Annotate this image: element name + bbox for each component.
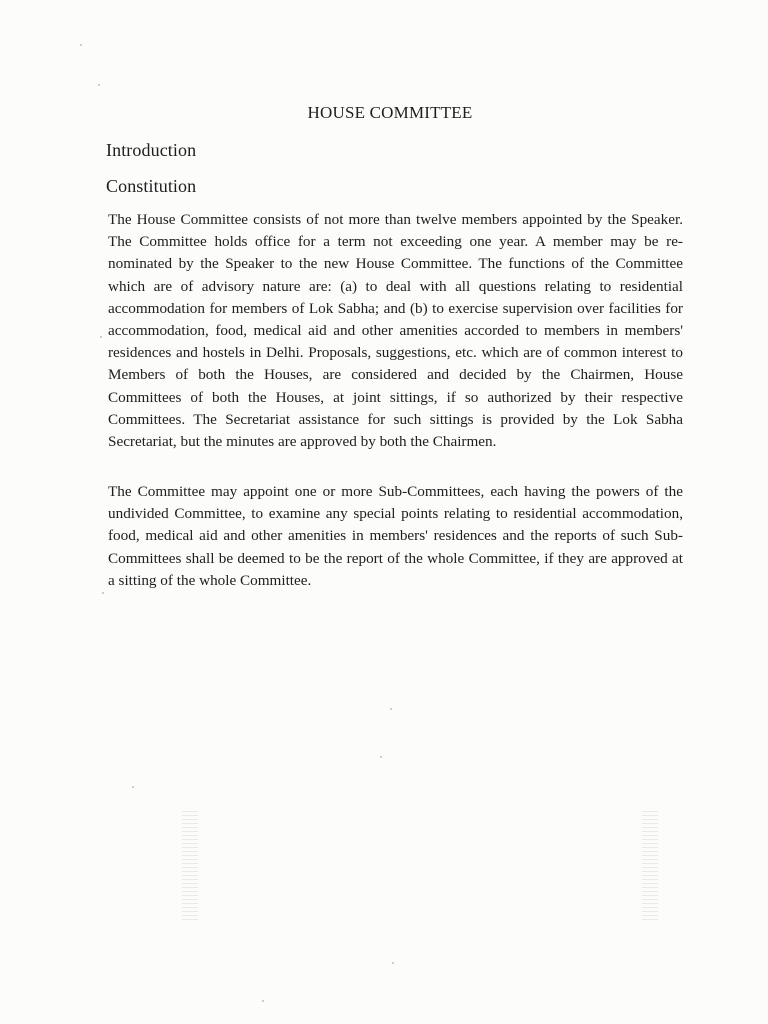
scan-speck [102, 592, 104, 594]
scan-speck [262, 1000, 264, 1002]
scan-speck [392, 962, 394, 964]
page-title: HOUSE COMMITTEE [307, 103, 473, 122]
paragraph-constitution: The House Committee consists of not more than twelve members appointed by the Speaker. The Committee holds office for a term not exceeding one year. A member may be re-nominated by the Speaker to the new House Committee. The functions of the Committee which are of advisory nature are: (a) to deal with all questions relating to residential accommodation for members of Lok Sabha; and (b) to exercise supervision over facilities for accommodation, food, medical aid and other amenities accorded to members in members' residences and hostels in Delhi. Proposals, suggestions, etc. which are of common interest to Members of both the Houses, are considered and decided by the Chairmen, House Committees of both the Houses, at joint sittings, if so authorized by their respective Committees. The Secretariat assistance for such sittings is provided by the Lok Sabha Secretariat, but the minutes are approved by both the Chairmen. [108, 211, 683, 451]
scan-speck [390, 708, 392, 710]
scan-speck [100, 336, 102, 338]
scan-smudge [182, 810, 198, 920]
scan-speck [132, 786, 134, 788]
section-heading-constitution: Constitution [106, 176, 197, 196]
paragraph-sub-committees: The Committee may appoint one or more Sub-Committees, each having the powers of the undivided Committee, to examine any special points relating to residential accommodation, food, medical aid and other amenities in members' residences and the reports of such Sub-Committees shall be deemed to be the report of the whole Committee, if they are approved at a sitting of the whole Committee. [108, 483, 683, 589]
scan-smudge [642, 810, 658, 920]
section-heading-introduction: Introduction [106, 140, 197, 160]
scan-speck [80, 44, 82, 46]
scan-speck [380, 756, 382, 758]
scan-speck [98, 84, 100, 86]
